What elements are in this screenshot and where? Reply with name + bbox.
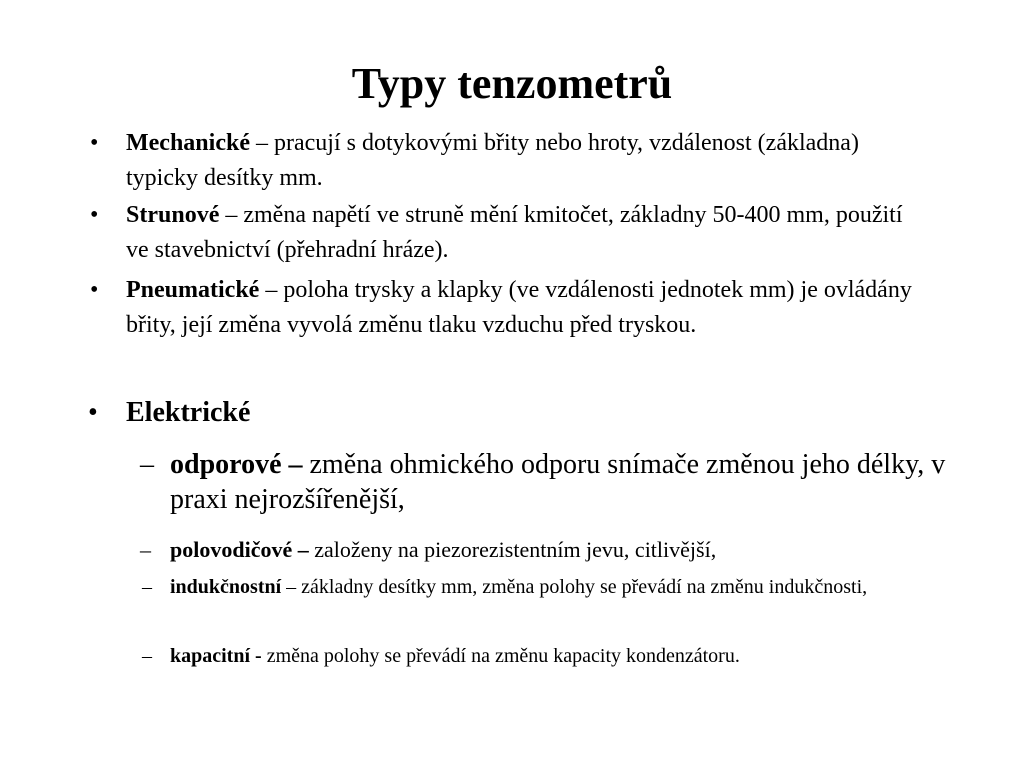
dash-icon: – (142, 645, 152, 667)
list-item-string (90, 198, 926, 268)
subitem-resistive (140, 447, 960, 517)
list-item-mechanical (90, 126, 926, 196)
item-text: – pracují s dotykovými břity nebo hroty, vzdálenost (základna) typicky desítky mm. (126, 130, 859, 191)
item-term: Strunové (126, 202, 220, 228)
subitem-inductive (142, 573, 960, 601)
bullet-icon: • (90, 202, 99, 228)
bullet-icon: • (90, 130, 99, 156)
subitem-term: polovodičové – (170, 537, 309, 562)
item-term: Pneumatické (126, 277, 260, 303)
dash-icon: – (140, 449, 154, 480)
bullet-icon: • (90, 277, 99, 303)
subitem-term: odporové – (170, 449, 303, 480)
subitem-text: změna ohmického odporu snímače změnou jeho délky, v praxi nejrozšířenější, (170, 449, 946, 515)
slide-title: Typy tenzometrů (351, 59, 673, 108)
item-text: – poloha trysky a klapky (ve vzdálenosti jednotek mm) je ovládány břity, její změna vyvolá změnu tlaku vzduchu před tryskou. (126, 277, 912, 338)
item-text: – změna napětí ve struně mění kmitočet, základny 50-400 mm, použití ve stavebnictví (přehradní hráze). (126, 202, 903, 263)
subitem-term: kapacitní - (170, 645, 262, 667)
bullet-icon: • (88, 397, 98, 428)
list-item-electric (88, 395, 926, 431)
subitem-text: založeny na piezorezistentním jevu, citlivější, (308, 537, 717, 562)
list-item-pneumatic (90, 273, 926, 343)
subitem-capacitive (142, 642, 960, 670)
item-term: Mechanické (126, 130, 250, 156)
item-term: Elektrické (126, 397, 251, 428)
subitem-text: – základny desítky mm, změna polohy se převádí na změnu indukčnosti, (281, 576, 868, 598)
subitem-term: indukčnostní (170, 576, 282, 598)
dash-icon: – (142, 576, 152, 598)
dash-icon: – (140, 537, 151, 562)
subitem-text: změna polohy se převádí na změnu kapacity kondenzátoru. (261, 645, 740, 667)
subitem-semiconductor (140, 535, 960, 565)
